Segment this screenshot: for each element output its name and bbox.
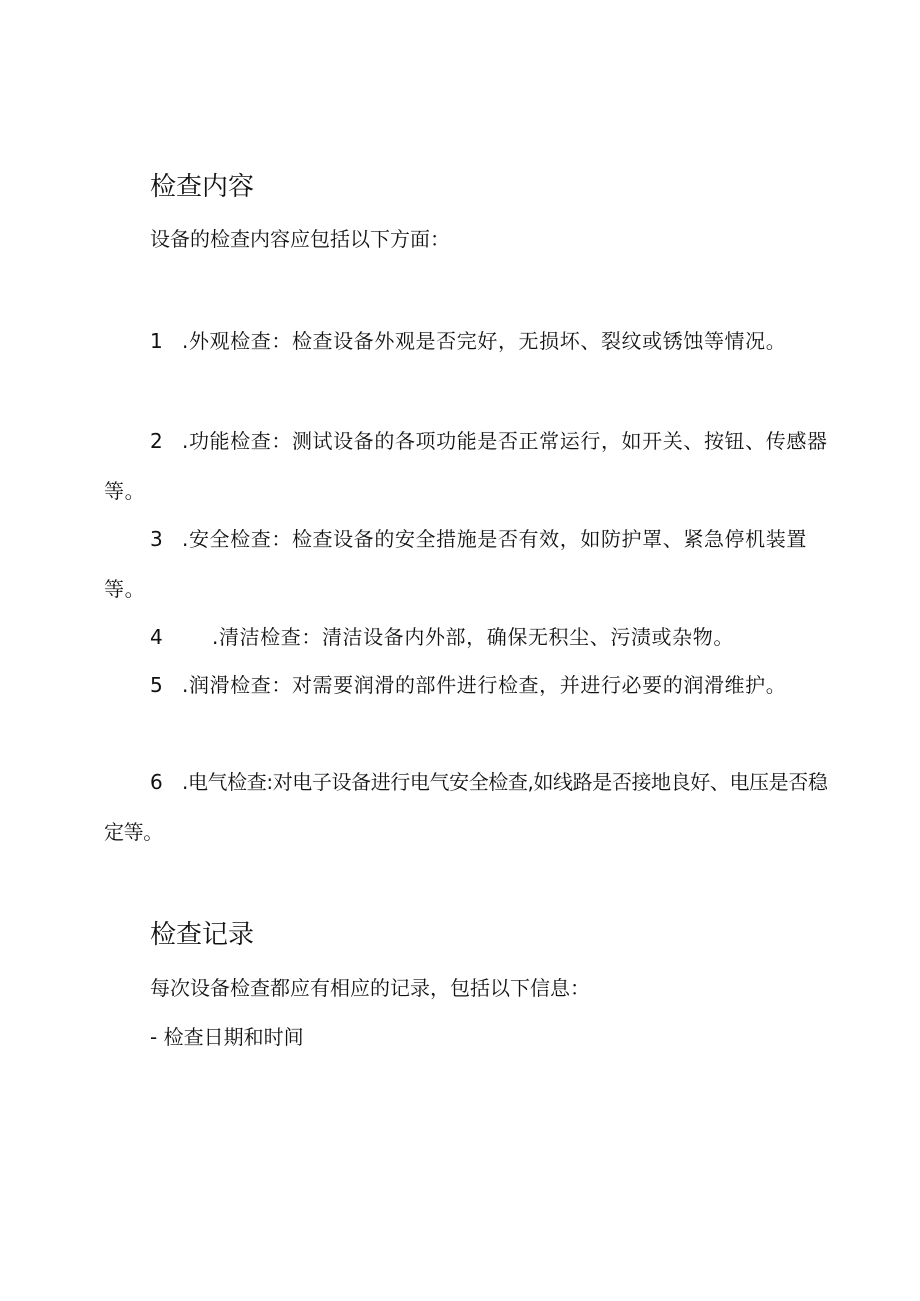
list-item bbox=[104, 514, 834, 614]
record-bullet-item: - 检查日期和时间 bbox=[150, 1025, 304, 1049]
list-item-text: .外观检查：检查设备外观是否完好，无损坏、裂纹或锈蚀等情况。 bbox=[182, 329, 787, 353]
list-item-number: 6 bbox=[150, 770, 163, 794]
list-item-text: .功能检查：测试设备的各项功能是否正常运行，如开关、按钮、传感器等。 bbox=[104, 429, 828, 503]
list-item-number: 4 bbox=[150, 625, 164, 649]
list-item-number: 2 bbox=[150, 429, 164, 453]
list-item bbox=[104, 416, 834, 516]
list-item-number: 3 bbox=[150, 527, 164, 551]
list-item-number: 1 bbox=[150, 329, 164, 353]
list-item bbox=[104, 612, 834, 662]
list-item bbox=[104, 660, 834, 710]
section-intro-records: 每次设备检查都应有相应的记录，包括以下信息： bbox=[150, 976, 590, 1000]
list-item-number: 5 bbox=[150, 673, 164, 697]
list-item-text: .安全检查：检查设备的安全措施是否有效，如防护罩、紧急停机装置等。 bbox=[104, 527, 807, 601]
list-item bbox=[104, 316, 834, 366]
list-item-text: .清洁检查：清洁设备内外部，确保无积尘、污渍或杂物。 bbox=[212, 625, 734, 649]
list-item-text: .润滑检查：对需要润滑的部件进行检查，并进行必要的润滑维护。 bbox=[182, 673, 787, 697]
section-title-records: 检查记录 bbox=[150, 920, 255, 950]
section-intro-content: 设备的检查内容应包括以下方面： bbox=[150, 227, 450, 251]
section-title-content: 检查内容 bbox=[150, 172, 255, 202]
list-item-text: .电气检查:对电子设备进行电气安全检查,如线路是否接地良好、电压是否稳定等。 bbox=[104, 770, 828, 844]
list-item bbox=[104, 757, 834, 857]
